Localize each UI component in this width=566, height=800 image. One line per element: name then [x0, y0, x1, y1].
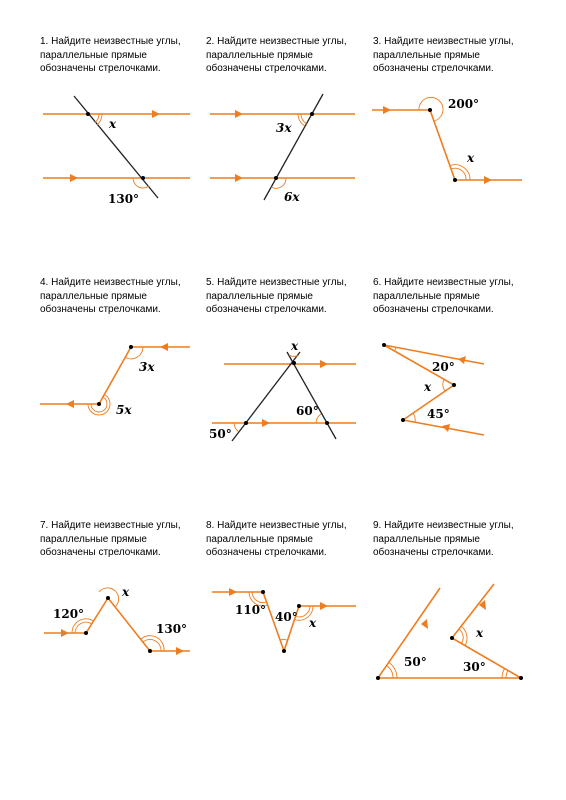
task-2-line1: 2. Найдите неизвестные углы,: [206, 36, 347, 47]
angle-label-120: 120°: [53, 607, 85, 621]
angle-label-5x: 5x: [116, 403, 132, 417]
task-1-line2: параллельные прямые: [40, 49, 147, 61]
vertex-point: [376, 676, 380, 680]
angle-label-200: 200°: [448, 97, 480, 111]
angle-arc: [506, 671, 508, 679]
angle-arc: [387, 666, 394, 679]
task-5-line3: обозначены стрелочками.: [206, 304, 327, 315]
task-8-line3: обозначены стрелочками.: [206, 547, 327, 558]
angle-label-3x: 3x: [276, 121, 292, 135]
angle-label-x: x: [309, 616, 317, 630]
angle-label-30: 30°: [463, 660, 486, 674]
angle-label-40: 40°: [275, 610, 298, 624]
task-9-line2: параллельные прямые: [373, 533, 480, 545]
task-6-line1: 6. Найдите неизвестные углы,: [373, 277, 514, 288]
task-8-line2: параллельные прямые: [206, 533, 313, 545]
ray-right: [452, 584, 494, 638]
task-9-line3: обозначены стрелочками.: [373, 547, 494, 558]
task-4-line3: обозначены стрелочками.: [40, 304, 161, 315]
vertex-point: [450, 636, 454, 640]
task-2-line3: обозначены стрелочками.: [206, 63, 327, 74]
task-5-line1: 5. Найдите неизвестные углы,: [206, 277, 347, 288]
task-1-line3: обозначены стрелочками.: [40, 63, 161, 74]
vertex-point: [519, 676, 523, 680]
angle-label-6x: 6x: [284, 190, 300, 204]
angle-label-45: 45°: [427, 407, 450, 421]
angle-label-60: 60°: [296, 404, 319, 418]
task-3-line3: обозначены стрелочками.: [373, 63, 494, 74]
angle-arc: [502, 669, 505, 679]
angle-label-x: x: [476, 626, 484, 640]
angle-arc: [459, 629, 463, 644]
task-6-line3: обозначены стрелочками.: [373, 304, 494, 315]
angle-label-x: x: [467, 151, 475, 165]
task-5-line2: параллельные прямые: [206, 290, 313, 302]
task-7-line1: 7. Найдите неизвестные углы,: [40, 520, 181, 531]
angle-label-130: 130°: [108, 192, 140, 206]
task-3-line2: параллельные прямые: [373, 49, 480, 61]
angle-label-130: 130°: [156, 622, 188, 636]
task-3-line1: 3. Найдите неизвестные углы,: [373, 36, 514, 47]
angle-label-50: 50°: [209, 427, 232, 441]
task-4-line1: 4. Найдите неизвестные углы,: [40, 277, 181, 288]
angle-label-20: 20°: [432, 360, 455, 374]
task-7-line2: параллельные прямые: [40, 533, 147, 545]
angle-label-110: 110°: [235, 603, 267, 617]
task-8-line1: 8. Найдите неизвестные углы,: [206, 520, 347, 531]
task-1-line1: 1. Найдите неизвестные углы,: [40, 36, 181, 47]
task-6-line2: параллельные прямые: [373, 290, 480, 302]
task-4-line2: параллельные прямые: [40, 290, 147, 302]
task-2-line2: параллельные прямые: [206, 49, 313, 61]
task-7-line3: обозначены стрелочками.: [40, 547, 161, 558]
angle-label-x: x: [424, 380, 432, 394]
arrow-marker: [421, 619, 428, 629]
angle-label-3x: 3x: [139, 360, 155, 374]
task-9-line1: 9. Найдите неизвестные углы,: [373, 520, 514, 531]
angle-label-50: 50°: [404, 655, 427, 669]
angle-label-x: x: [291, 339, 299, 353]
angle-label-x: x: [109, 117, 117, 131]
angle-label-x: x: [122, 585, 130, 599]
